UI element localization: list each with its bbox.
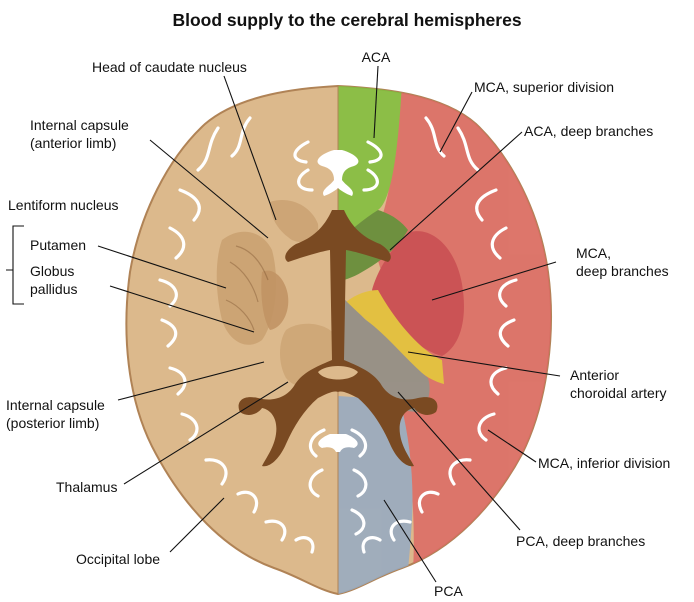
label-mca-inferior: MCA, inferior division (538, 455, 671, 471)
label-mca-deep-2: deep branches (576, 263, 669, 279)
label-mca-superior: MCA, superior division (474, 79, 615, 95)
label-putamen: Putamen (30, 237, 87, 253)
brain-section (126, 84, 560, 600)
label-mca-deep-1: MCA, (576, 245, 611, 261)
label-globus-2: pallidus (30, 281, 78, 297)
label-thalamus: Thalamus (56, 479, 118, 495)
label-anterior-choroidal-1: Anterior (570, 367, 620, 383)
label-pca: PCA (434, 583, 463, 599)
label-internal-capsule-anterior-2: (anterior limb) (30, 135, 117, 151)
label-aca-deep: ACA, deep branches (524, 123, 654, 139)
label-lentiform: Lentiform nucleus (8, 197, 119, 213)
pca-territory (338, 396, 413, 600)
lentiform-bracket (6, 226, 24, 304)
diagram-title: Blood supply to the cerebral hemispheres (172, 10, 522, 30)
label-internal-capsule-posterior-1: Internal capsule (6, 397, 105, 413)
label-occipital: Occipital lobe (76, 551, 161, 567)
label-pca-deep: PCA, deep branches (516, 533, 646, 549)
label-globus-1: Globus (30, 263, 75, 279)
label-internal-capsule-anterior-1: Internal capsule (30, 117, 129, 133)
label-head-caudate: Head of caudate nucleus (92, 59, 247, 75)
label-anterior-choroidal-2: choroidal artery (570, 385, 667, 401)
label-aca: ACA (361, 49, 391, 65)
label-internal-capsule-posterior-2: (posterior limb) (6, 415, 100, 431)
